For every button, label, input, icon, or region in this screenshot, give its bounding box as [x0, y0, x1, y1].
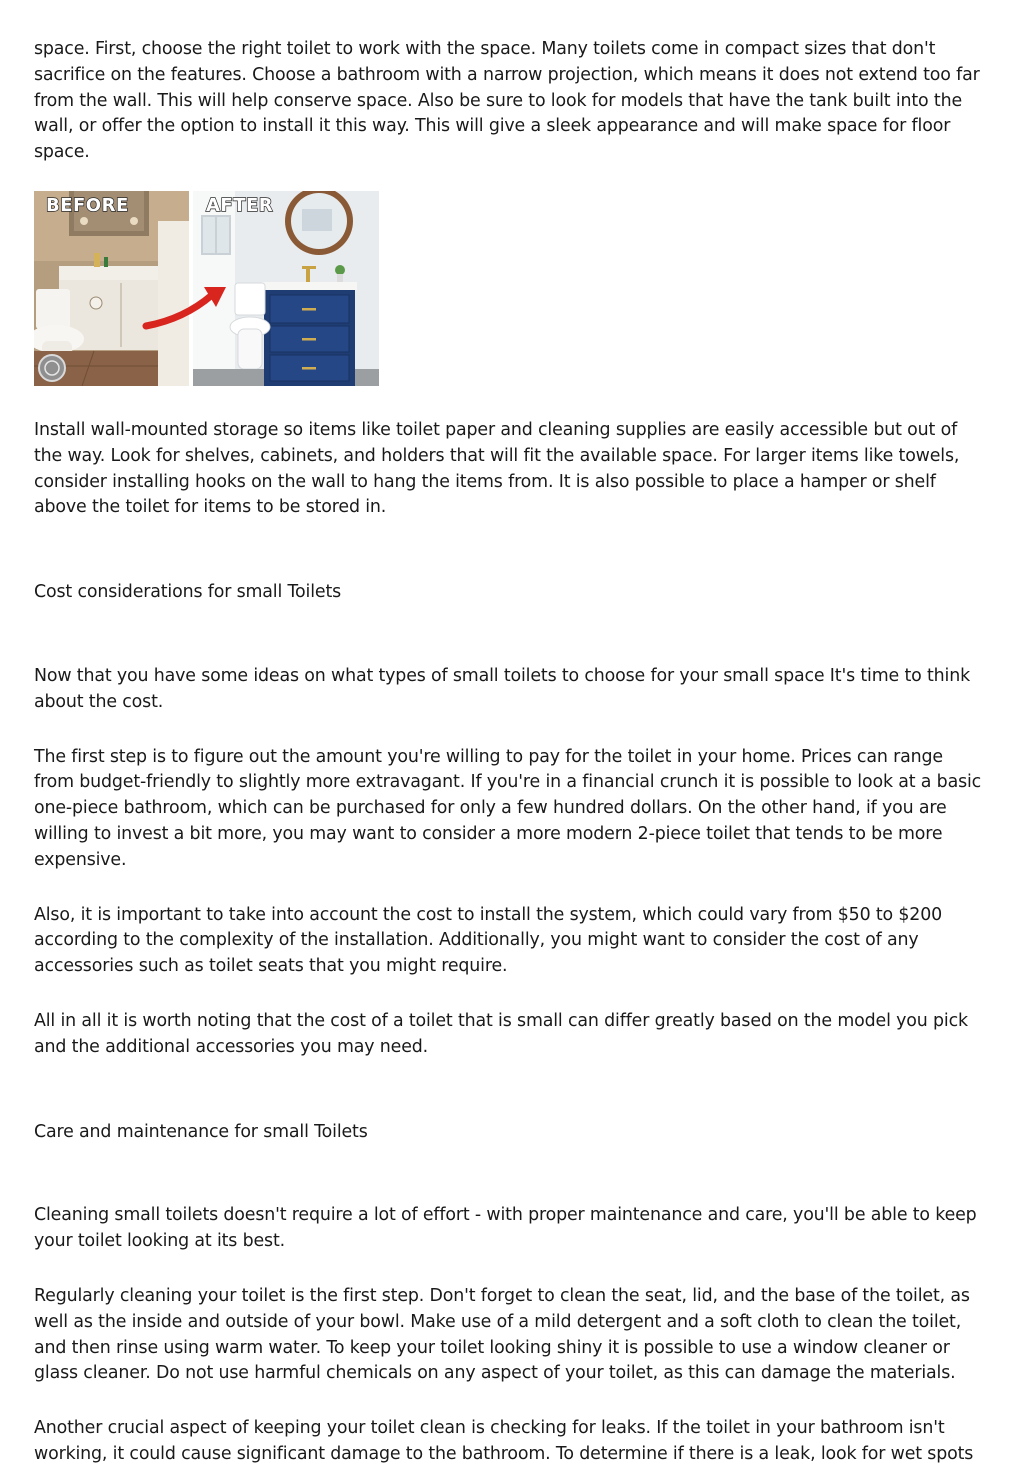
before-label: BEFORE — [46, 194, 129, 216]
paragraph-cost-summary: All in all it is worth noting that the cost of a toilet that is small can differ greatly based on the model you pick and the additional accessories you may need. — [34, 1010, 968, 1057]
paragraph-wall-storage: Install wall-mounted storage so items like toilet paper and cleaning supplies are easily accessible but out of the way. Look for shelves, cabinets, and holders that will fit the available space. For larger items like towels, consider installing hooks on the wall to hang the items from. It is also possible to place a hamper or shelf above the toilet for items to be stored in. — [34, 419, 960, 518]
paragraph-intro-space: space. First, choose the right toilet to work with the space. Many toilets come in compact sizes that don't sacrifice on the features. Choose a bathroom with a narrow projection, which means it does not extend too far from the wall. This will help conserve space. Also be sure to look for models that have the tank built into the wall, or offer the option to install it this way. This will give a sleek appearance and will make space for floor space. — [34, 39, 980, 163]
before-after-bathroom-image — [34, 191, 379, 386]
paragraph-care-intro: Cleaning small toilets doesn't require a lot of effort - with proper maintenance and care, you'll be able to keep your toilet looking at its best. — [34, 1205, 977, 1252]
paragraph-care-leaks: Another crucial aspect of keeping your toilet clean is checking for leaks. If the toilet in your bathroom isn't working, it could cause significant damage to the bathroom. To determine if there is a leak, look for wet spots — [34, 1418, 974, 1464]
bathroom-photo-illustration — [34, 191, 379, 386]
paragraph-cost-budget: The first step is to figure out the amount you're willing to pay for the toilet in your home. Prices can range from budget-friendly to slightly more extravagant. If you're in a financial crunch it is possible to look at a basic one-piece bathroom, which can be purchased for only a few hundred dollars. On the other hand, if you are willing to invest a bit more, you may want to consider a more modern 2-piece toilet that tends to be more expensive. — [34, 746, 982, 870]
after-label: AFTER — [206, 194, 274, 216]
paragraph-cost-install: Also, it is important to take into account the cost to install the system, which could vary from $50 to $200 according to the complexity of the installation. Additionally, you might want to consider the cost of any accessories such as toilet seats that you might require. — [34, 904, 943, 977]
paragraph-care-cleaning: Regularly cleaning your toilet is the first step. Don't forget to clean the seat, lid, and the base of the toilet, as well as the inside and outside of your bowl. Make use of a mild detergent and a soft cloth to clean the toilet, and then rinse using warm water. To keep your toilet looking shiny it is possible to use a window cleaner or glass cleaner. Do not use harmful chemicals on any aspect of your toilet, as this can damage the materials. — [34, 1285, 970, 1384]
heading-care-maintenance: Care and maintenance for small Toilets — [34, 1121, 368, 1142]
heading-cost-considerations: Cost considerations for small Toilets — [34, 582, 342, 603]
paragraph-cost-intro: Now that you have some ideas on what types of small toilets to choose for your small space It's time to think about the cost. — [34, 665, 970, 712]
article-page — [34, 37, 986, 1468]
